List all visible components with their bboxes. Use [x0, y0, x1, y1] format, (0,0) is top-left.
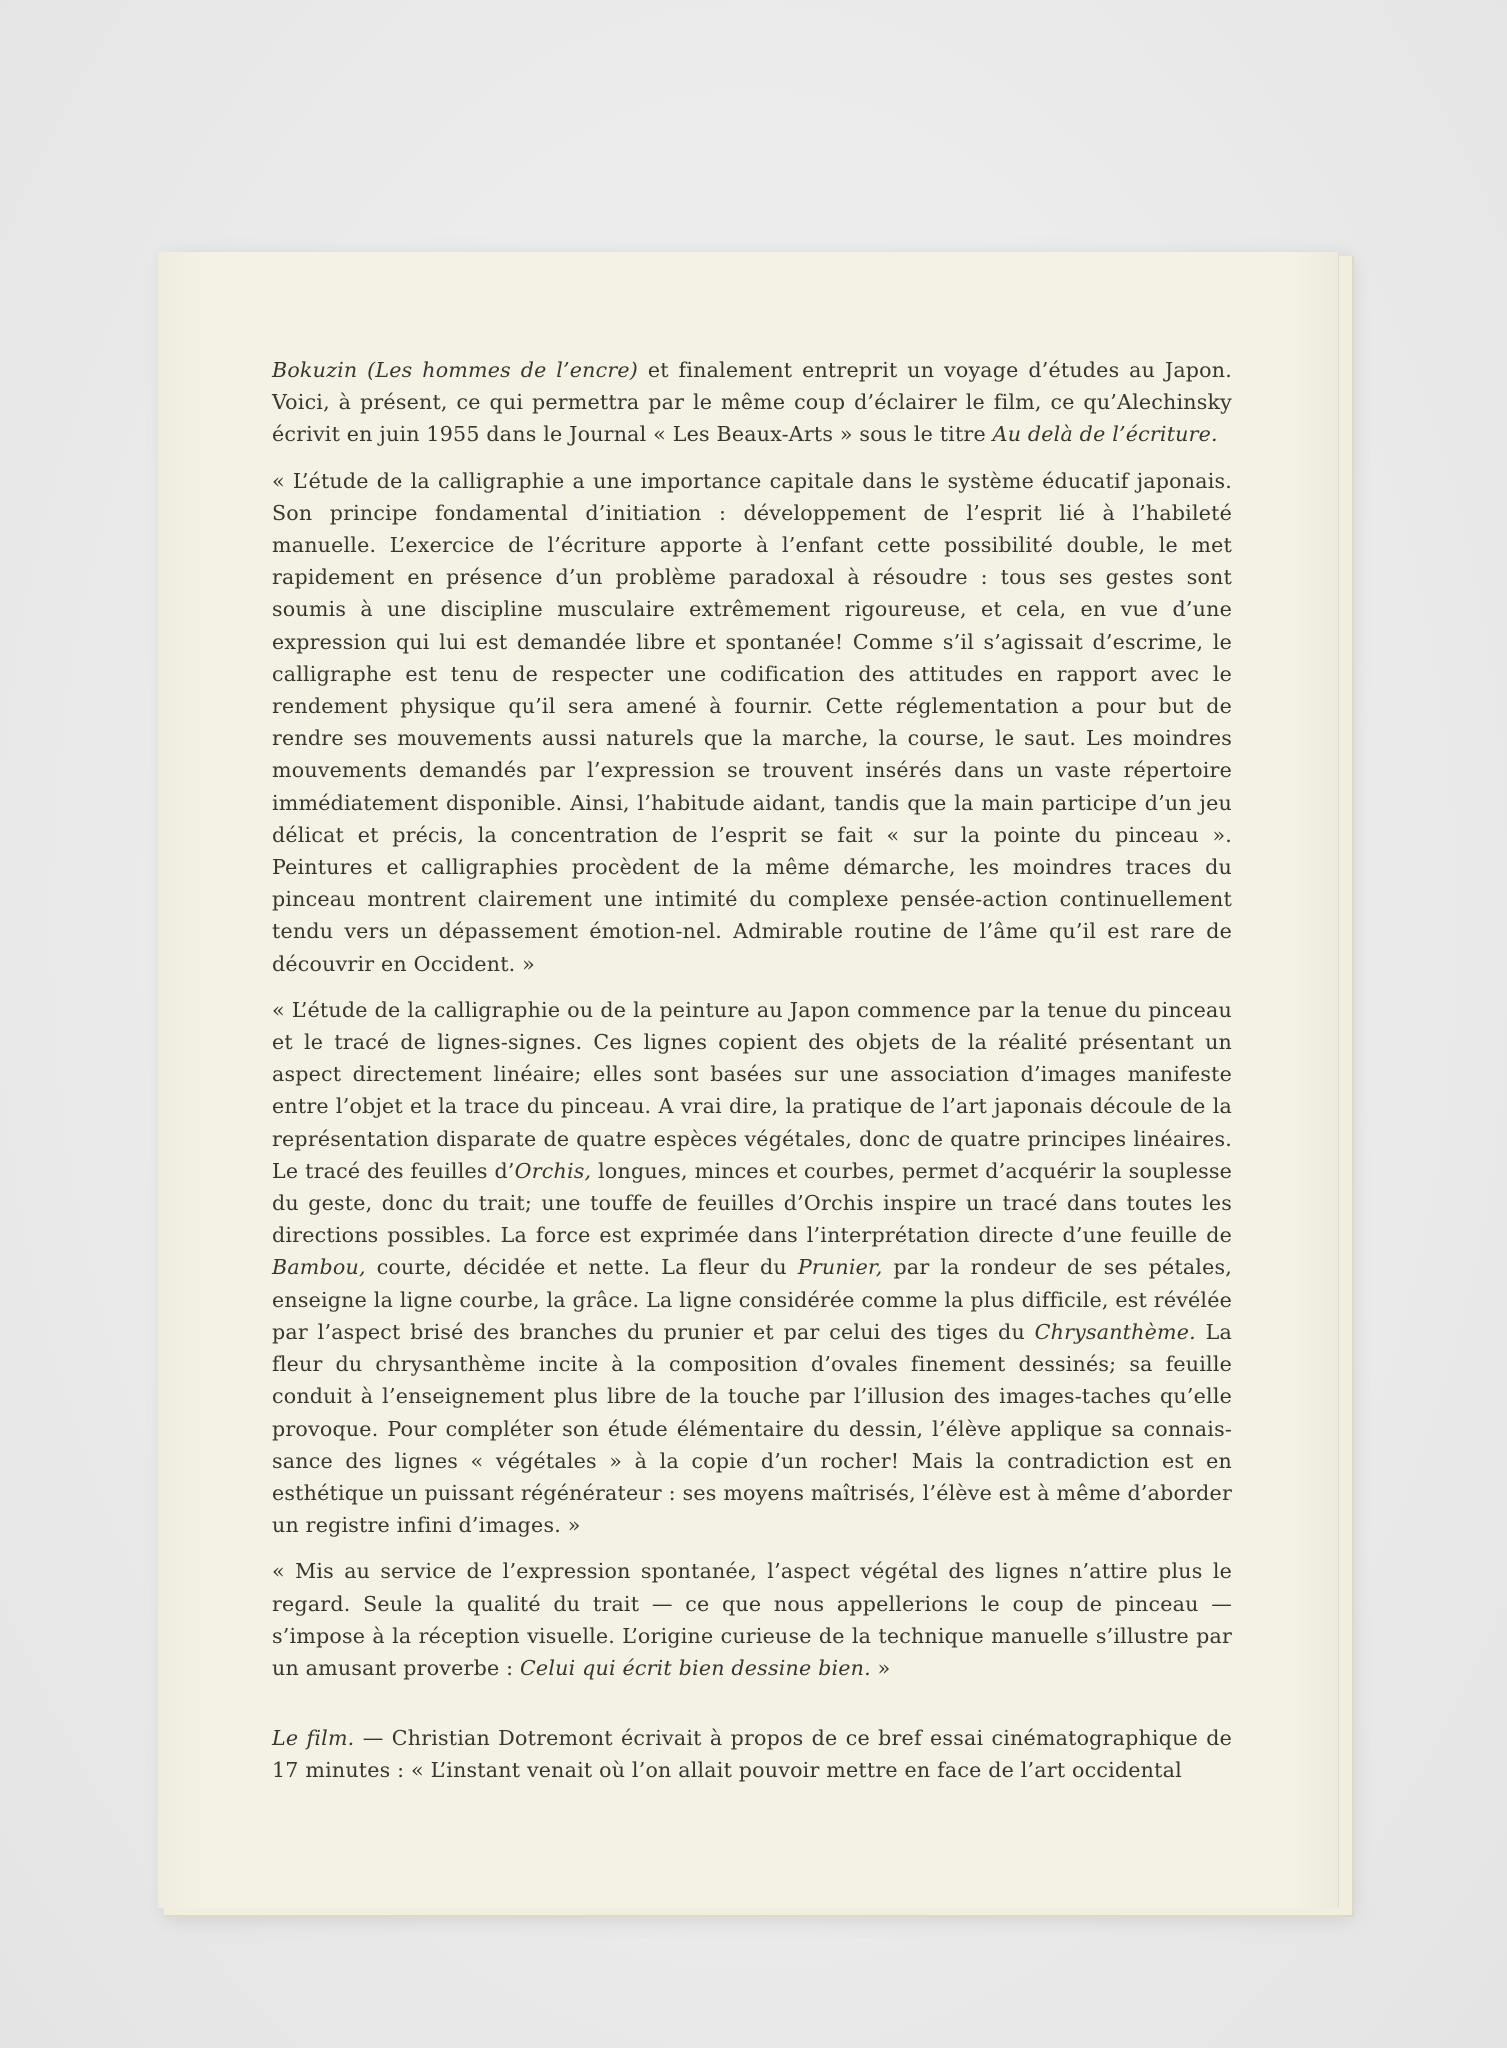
text-run: Prunier,	[797, 1255, 883, 1280]
text-run: « L’étude de la calligraphie a une importance capitale dans le système éducatif japonais. Son principe fondamental d’initiation : développement de l’esprit lié à l’habileté manuelle. L’exercice de l’écriture apporte à l’enfant cette possibilité double, le met rapidement en présence d’un problème paradoxal à résoudre : tous ses gestes sont soumis à une discipline musculaire extrêmement rigoureuse, et cela, en vue d’une expression qui lui est demandée libre et spontanée! Comme s’il s’agissait d’escrime, le calligraphe est tenu de respecter une codification des attitudes en rapport avec le rendement physique qu’il sera amené à fournir. Cette réglementation a pour but de rendre ses mouvements aussi naturels que la marche, la course, le saut. Les moindres mouvements demandés par l’expression se trouvent insérés dans un vaste répertoire immédiatement disponible. Ainsi, l’habitude aidant, tandis que la main participe d’un jeu délicat et précis, la concentration de l’esprit se fait « sur la pointe du pinceau ». Peintures et calligraphies procèdent de la même démarche, les moindres traces du pinceau montrent clairement une intimité du complexe pensée-action continuellement tendu vers un dépassement émotion-nel. Admirable routine de l’âme qu’il est rare de découvrir en Occident. »	[272, 468, 1232, 976]
text-run: longues, minces et courbes, permet d’acquérir la souplesse du geste, donc du trait; une touffe de feuilles d’Orchis inspire un tracé dans toutes les directions possibles. La force est exprimée dans l’interprétation directe d’une feuille de	[272, 1158, 1232, 1248]
text-run: Bokuzin (Les hommes de l’encre)	[272, 358, 639, 382]
text-run: Le film.	[272, 1726, 355, 1751]
text-run: Chrysanthème.	[1034, 1319, 1196, 1344]
document-page	[158, 252, 1339, 1908]
text-run: et finalement entreprit un voyage d’études au Japon. Voici, à présent, ce qui permettra par le même coup d’éclairer le film, ce qu’Alechinsky écrivit en juin 1955 dans le Journal « Les Beaux-Arts » sous le titre	[272, 358, 1232, 447]
paragraph-le-film	[272, 1722, 1232, 1786]
text-run: — Christian Dotremont écrivait à propos de ce bref essai cinématographique de 17 minutes : « L’instant venait où l’on allait pouvoir mettre en face de l’art occidental	[272, 1726, 1232, 1783]
paragraph-quote-spontaneous	[272, 1555, 1232, 1684]
paragraph-intro	[272, 354, 1232, 451]
text-run: Au delà de l’écriture.	[992, 422, 1218, 447]
page-text	[272, 354, 1232, 1801]
text-run: Bambou,	[272, 1255, 366, 1280]
text-run: « L’étude de la calligraphie ou de la peinture au Japon commence par la tenue du pinceau et le tracé de lignes-signes. Ces lignes copient des objets de la réalité présentant un aspect directement linéaire; elles sont basées sur une association d’images manifeste entre l’objet et la trace du pinceau. A vrai dire, la pratique de l’art japonais découle de la représentation disparate de quatre espèces végétales, donc de quatre principes linéaires. Le tracé des feuilles d’	[272, 997, 1232, 1183]
paragraph-quote-calligraphy	[272, 465, 1232, 980]
text-run: La fleur du chrysanthème incite à la composition d’ovales finement dessinés; sa feuille conduit à l’enseignement plus libre de la touche par l’illusion des images-taches qu’elle provoque. Pour compléter son étude élémentaire du dessin, l’élève applique sa connais-sance des lignes « végétales » à la copie d’un rocher! Mais la contradiction est en esthétique un puissant régénérateur : ses moyens maîtrisés, l’élève est à même d’aborder un registre infini d’images. »	[272, 1319, 1232, 1538]
text-run: par la rondeur de ses pétales, enseigne la ligne courbe, la grâce. La ligne considérée comme la plus difficile, est révélée par l’aspect brisé des branches du prunier et par celui des tiges du	[272, 1255, 1232, 1344]
text-run: »	[870, 1655, 891, 1680]
text-run: « Mis au service de l’expression spontanée, l’aspect végétal des lignes n’attire plus le regard. Seule la qualité du trait — ce que nous appellerions le coup de pinceau — s’impose à la réception visuelle. L’origine curieuse de la technique manuelle s’illustre par un amusant proverbe :	[272, 1559, 1232, 1680]
paragraph-quote-lines	[272, 994, 1232, 1541]
text-run: courte, décidée et nette. La fleur du	[365, 1255, 798, 1280]
text-run: Orchis,	[514, 1158, 592, 1183]
text-run: Celui qui écrit bien dessine bien.	[519, 1655, 871, 1680]
